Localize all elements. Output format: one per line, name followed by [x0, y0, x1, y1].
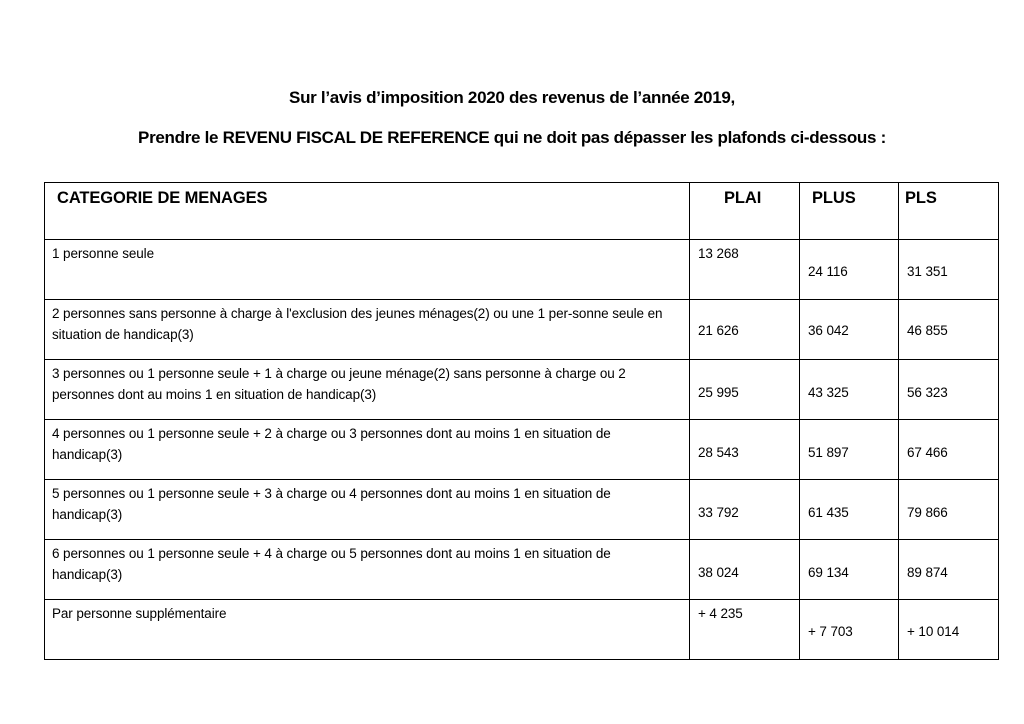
- row-plus: + 7 703: [800, 600, 899, 660]
- row-pls: + 10 014: [899, 600, 999, 660]
- row-category: 6 personnes ou 1 personne seule + 4 à charge ou 5 personnes dont au moins 1 en situation de handicap(3): [45, 540, 690, 600]
- row-plai: 13 268: [690, 240, 800, 300]
- table-row: [45, 360, 999, 420]
- row-plus: 24 116: [800, 240, 899, 300]
- row-plus: 69 134: [800, 540, 899, 600]
- heading-line-2: Prendre le REVENU FISCAL DE REFERENCE qui ne doit pas dépasser les plafonds ci-dessous :: [138, 128, 886, 147]
- table-header-row: [45, 183, 999, 240]
- row-category: 2 personnes sans personne à charge à l'exclusion des jeunes ménages(2) ou une 1 per-sonne seule en situation de handicap(3): [45, 300, 690, 360]
- table-row: [45, 300, 999, 360]
- table-row: [45, 240, 999, 300]
- row-plai: 28 543: [690, 420, 800, 480]
- row-plai: 38 024: [690, 540, 800, 600]
- row-plai: 21 626: [690, 300, 800, 360]
- table-row: [45, 420, 999, 480]
- table-row: [45, 600, 999, 660]
- row-category: Par personne supplémentaire: [45, 600, 690, 660]
- row-pls: 56 323: [899, 360, 999, 420]
- header-plus: PLUS: [800, 183, 899, 240]
- row-plus: 43 325: [800, 360, 899, 420]
- income-ceiling-table: [44, 182, 999, 660]
- heading-line-1: Sur l’avis d’imposition 2020 des revenus de l’année 2019,: [289, 88, 735, 107]
- row-pls: 79 866: [899, 480, 999, 540]
- row-category: 1 personne seule: [45, 240, 690, 300]
- row-plai: 33 792: [690, 480, 800, 540]
- row-plai: 25 995: [690, 360, 800, 420]
- header-plai: PLAI: [690, 183, 800, 240]
- row-plus: 61 435: [800, 480, 899, 540]
- row-category: 5 personnes ou 1 personne seule + 3 à charge ou 4 personnes dont au moins 1 en situation de handicap(3): [45, 480, 690, 540]
- table-row: [45, 480, 999, 540]
- row-pls: 31 351: [899, 240, 999, 300]
- row-pls: 89 874: [899, 540, 999, 600]
- row-pls: 46 855: [899, 300, 999, 360]
- header-pls: PLS: [899, 183, 999, 240]
- row-plus: 36 042: [800, 300, 899, 360]
- table-row: [45, 540, 999, 600]
- row-category: 3 personnes ou 1 personne seule + 1 à charge ou jeune ménage(2) sans personne à charge ou 2 personnes dont au moins 1 en situation de handicap(3): [45, 360, 690, 420]
- row-pls: 67 466: [899, 420, 999, 480]
- row-plus: 51 897: [800, 420, 899, 480]
- row-category: 4 personnes ou 1 personne seule + 2 à charge ou 3 personnes dont au moins 1 en situation de handicap(3): [45, 420, 690, 480]
- row-plai: + 4 235: [690, 600, 800, 660]
- header-category: CATEGORIE DE MENAGES: [45, 183, 690, 240]
